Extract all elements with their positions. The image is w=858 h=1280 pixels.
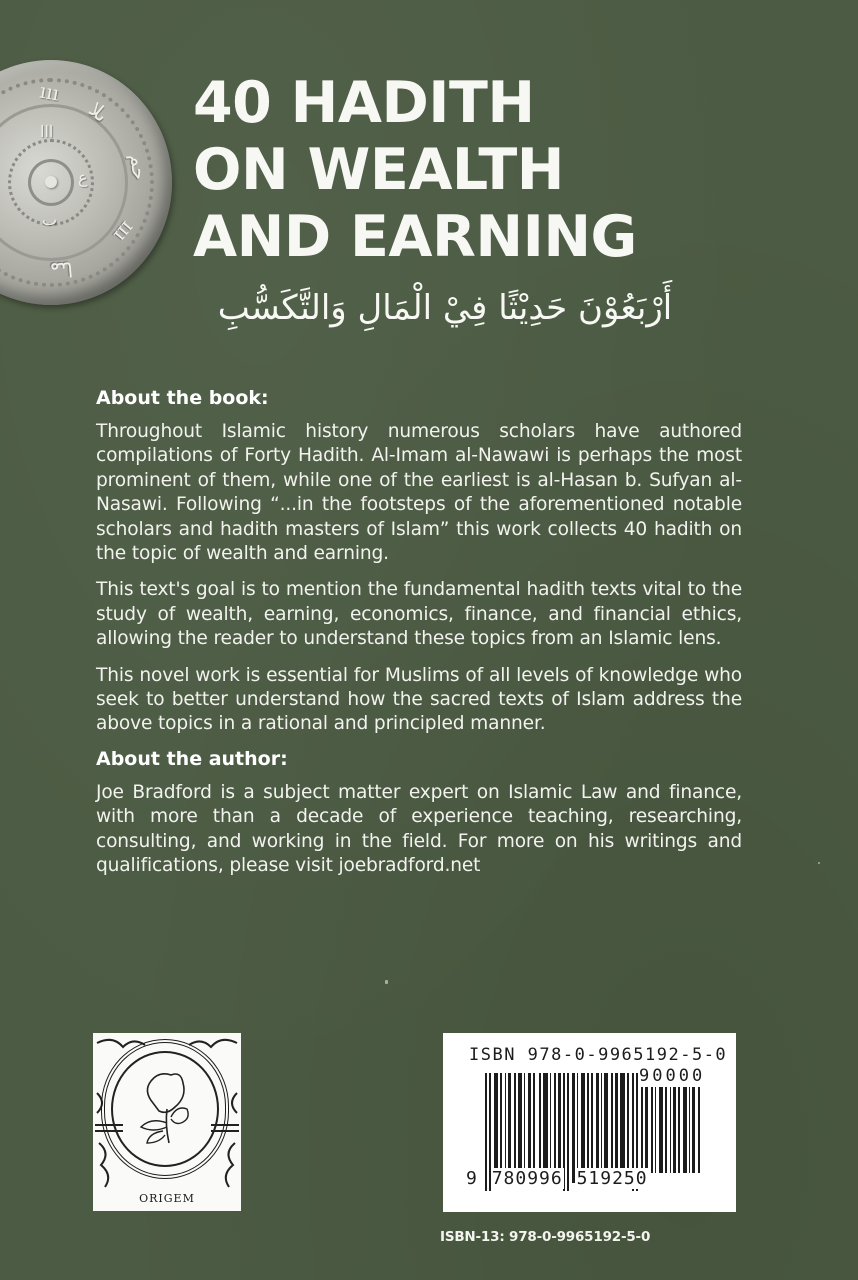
- flower-emblem-icon: [137, 1069, 197, 1149]
- coin-inscription-glyph: ااا: [40, 122, 54, 141]
- coin-center-dot: [45, 176, 57, 188]
- ean-barcode-bars: [485, 1073, 638, 1183]
- ean-first-digit: 9: [466, 1168, 478, 1189]
- isbn-barcode-text: ISBN 978-0-9965192-5-0: [469, 1045, 728, 1065]
- isbn13-label: ISBN-13: 978-0-9965192-5-0: [440, 1229, 651, 1245]
- coin-inscription-glyph: ııı: [109, 216, 140, 248]
- about-book-paragraph-3: This novel work is essential for Muslims of all levels of knowledge who seek to better understand how the sacred texts of Islam address the above topics in a rational and principled manner.: [96, 664, 742, 735]
- ean-digits: [465, 1168, 649, 1189]
- isbn-barcode: [443, 1033, 736, 1212]
- print-speck: [385, 980, 388, 984]
- barcode-addon-digits: 90000: [639, 1066, 706, 1086]
- ean-right-group: 519250: [576, 1168, 648, 1189]
- about-book-heading: About the book:: [96, 387, 269, 409]
- title-line-2: ON WEALTH: [193, 137, 564, 203]
- print-speck: [818, 862, 820, 864]
- about-author-paragraph: Joe Bradford is a subject matter expert on Islamic Law and finance, with more than a decade of experience teaching, researching, consulting, and working in the field. For more on his writings and qualifications, please visit joebradford.net: [96, 781, 742, 877]
- arabic-title: أَرْبَعُوْنَ حَدِيْثًا فِيْ الْمَالِ وَالتَّكَسُّبِ: [217, 288, 673, 328]
- about-author-heading: About the author:: [96, 747, 288, 770]
- addon-barcode-bars: [641, 1087, 700, 1173]
- coin-inscription-glyph: ع: [78, 168, 88, 187]
- book-title: [193, 70, 637, 271]
- coin-inscription-glyph: ىلا: [84, 97, 114, 127]
- coin-inscription-glyph: مىا: [48, 257, 74, 283]
- title-line-3: AND EARNING: [193, 204, 637, 270]
- silver-coin-icon: [0, 60, 172, 305]
- ean-left-group: 780996: [491, 1168, 563, 1189]
- about-book-paragraph-2: This text's goal is to mention the fundamental hadith texts vital to the study of wealth, earning, economics, finance, and financial ethics, allowing the reader to understand these topics from an Islamic lens.: [96, 579, 742, 650]
- coin-inscription-glyph: حم: [125, 153, 152, 181]
- title-line-1: 40 HADITH: [193, 70, 535, 136]
- publisher-logo: [93, 1033, 241, 1211]
- coin-inscription-glyph: ııı: [38, 78, 62, 106]
- about-book-paragraph-1: Throughout Islamic history numerous scholars have authored compilations of Forty Hadith. Al-Imam al-Nawawi is perhaps the most prominent of them, while one of the earliest is al-Hasan b. Sufyan al-Nasawi. Following “...in the footsteps of the aforementioned notable scholars and hadith masters of Islam” this work collects 40 hadith on the topic of wealth and earning.: [96, 421, 742, 565]
- coin-inscription-glyph: ٮ: [42, 210, 58, 229]
- publisher-name: ORIGEM: [139, 1192, 195, 1205]
- description-body: [96, 386, 742, 891]
